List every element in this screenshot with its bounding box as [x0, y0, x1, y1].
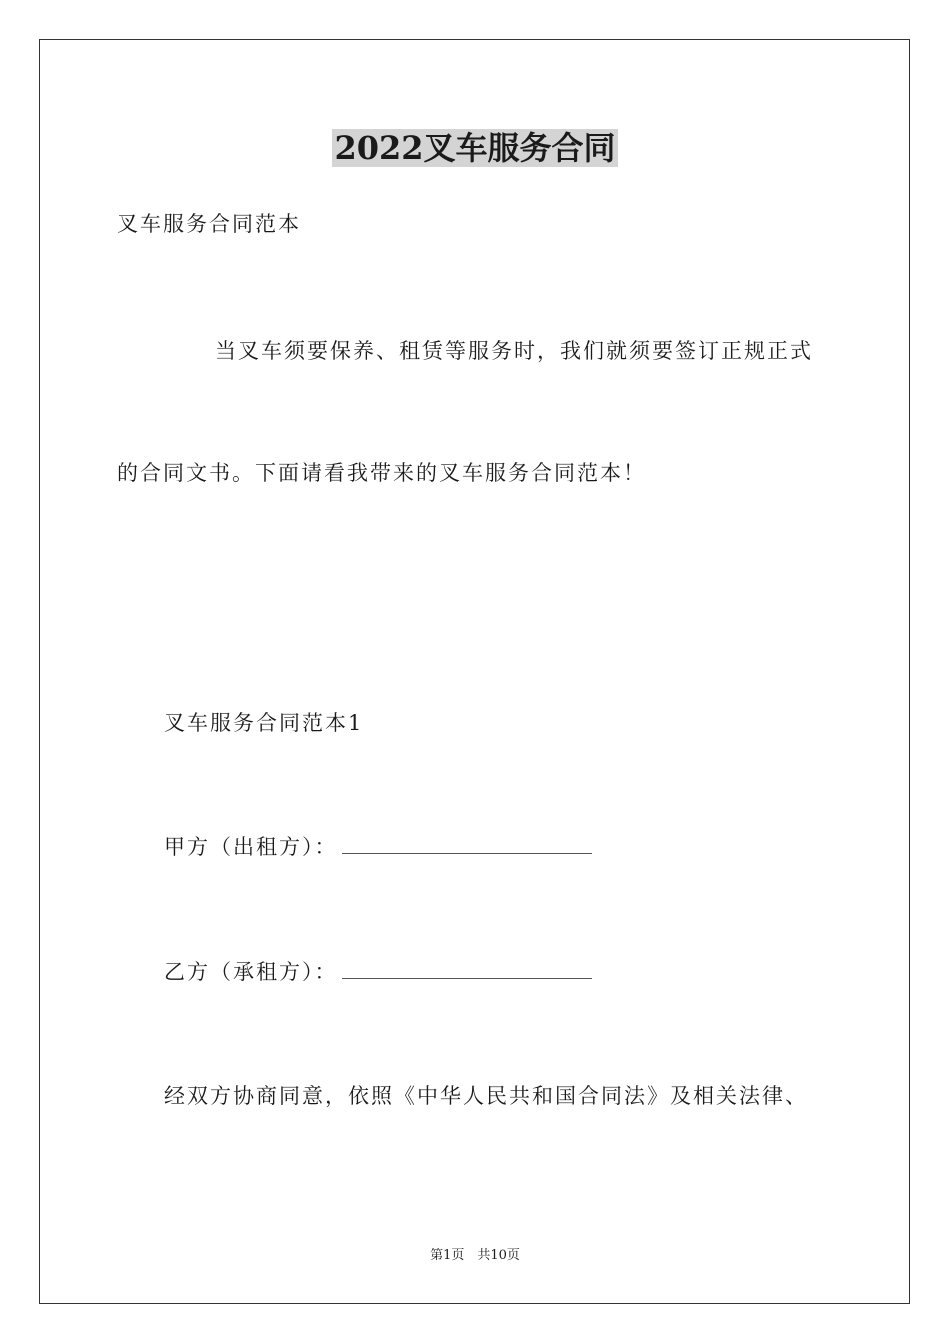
- party-b-row: [164, 956, 592, 987]
- intro-paragraph-line-2: 的合同文书。下面请看我带来的叉车服务合同范本！: [117, 461, 646, 485]
- document-title-text: 2022叉车服务合同: [334, 129, 616, 167]
- body-paragraph-line-1: 经双方协商同意，依照《中华人民共和国合同法》及相关法律、: [164, 1084, 808, 1108]
- intro-paragraph-line-1: 当叉车须要保养、租赁等服务时，我们就须要签订正规正式: [215, 339, 813, 363]
- party-a-row: [164, 831, 592, 862]
- document-subtitle: 叉车服务合同范本: [117, 212, 301, 236]
- party-a-blank-field[interactable]: [342, 831, 592, 854]
- party-b-blank-field[interactable]: [342, 956, 592, 979]
- party-b-label: 乙方（承租方）：: [164, 960, 338, 984]
- section-heading: 叉车服务合同范本1: [164, 711, 364, 735]
- party-a-label: 甲方（出租方）：: [164, 835, 338, 859]
- document-title: [0, 126, 950, 170]
- page-footer: 第1页 共10页: [430, 1248, 520, 1263]
